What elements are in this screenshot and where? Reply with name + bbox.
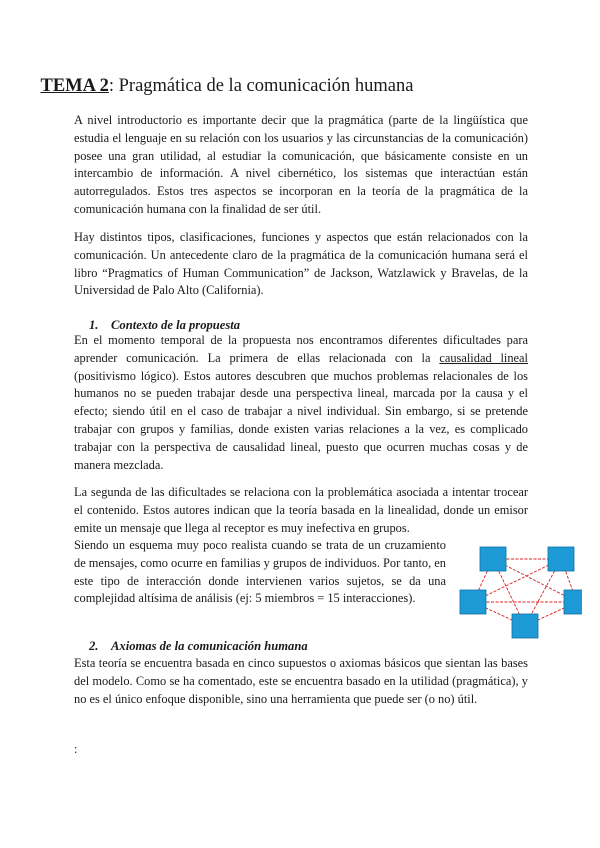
causalidad-lineal-term: causalidad lineal — [439, 350, 528, 365]
title-rest: : Pragmática de la comunicación humana — [108, 76, 414, 96]
heading-contexto-number: 1. — [89, 318, 99, 332]
node-box-middle-right — [564, 590, 582, 614]
heading-contexto-text: Contexto de la propuesta — [111, 318, 241, 332]
interaction-network-diagram — [452, 536, 582, 642]
paragraph-trocear: La segunda de las dificultades se relaciona con la problemática asociada a intentar trocear el contenido. Estos autores indican que la teoría basada en la linealidad, donde un emisor emite un mensaje que llega al receptor es muy inefectiva en grupos. — [74, 485, 528, 535]
trailing-colon: : — [74, 742, 78, 756]
paragraph-causalidad-after: (positivismo lógico). Estos autores descubren que muchos problemas relacionales de los humanos no se pueden trabajar desde una perspectiva lineal, marcada por la causa y el efecto; siendo útil en el caso de trabajar a nivel individual. Sin embargo, si se pretende trabajar con grupos y familias, donde existen varias relaciones a la vez, es complicado trabajar con la perspectiva de causalidad lineal, puesto que ocurren muchas cosas y de manera mezclada. — [74, 368, 528, 472]
node-box-bottom — [512, 614, 538, 638]
heading-axiomas-number: 2. — [89, 639, 99, 653]
paragraph-intro: A nivel introductorio es importante decir que la pragmática (parte de la lingüística que estudia el lenguaje en su relación con los usuarios y las circunstancias de la comunicación) posee una gran utilidad, al estudiar la comunicación, que básicamente consiste en un intercambio de información. A nivel cibernético, los sistemas que interactúan están autorregulados. Estos tres aspectos se incorporan en la teoría de la pragmática de la comunicación humana con la finalidad de ser útil. — [74, 113, 528, 216]
heading-axiomas-text: Axiomas de la comunicación humana — [111, 639, 308, 653]
node-box-top-left — [480, 547, 506, 571]
node-box-top-right — [548, 547, 574, 571]
paragraph-causalidad-before: En el momento temporal de la propuesta nos encontramos diferentes dificultades para aprender comunicación. La primera de ellas relacionada con la — [74, 333, 528, 365]
paragraph-causalidad — [74, 332, 528, 474]
node-box-middle-left — [460, 590, 486, 614]
paragraph-axiomas: Esta teoría se encuentra basada en cinco supuestos o axiomas básicos que sientan las bases del modelo. Como se ha comentado, este se encuentra basado en la utilidad (pragmática), y no es el único enfoque disponible, sino una herramienta que puede ser (o no) útil. — [74, 656, 528, 706]
heading-axiomas — [89, 637, 308, 655]
network-boxes — [460, 547, 582, 638]
document-title — [0, 74, 454, 98]
paragraph-antecedent: Hay distintos tipos, clasificaciones, funciones y aspectos que están relacionados con la comunicación. Un antecedente claro de la pragmática de la comunicación humana será el libro “Pragmatics of Human Communication” de Jackson, Watzlawick y Bravelas, de la Universidad de Palo Alto (California). — [74, 230, 528, 298]
paragraph-complejidad: Siendo un esquema muy poco realista cuando se trata de un cruzamiento de mensajes, como ocurre en familias y grupos de individuos. Por tanto, en este tipo de interacción donde intervienen varios sujetos, se da una complejidad altísima de análisis (ej: 5 miembros = 15 interacciones). — [74, 538, 446, 606]
title-tema: TEMA 2 — [40, 76, 109, 96]
